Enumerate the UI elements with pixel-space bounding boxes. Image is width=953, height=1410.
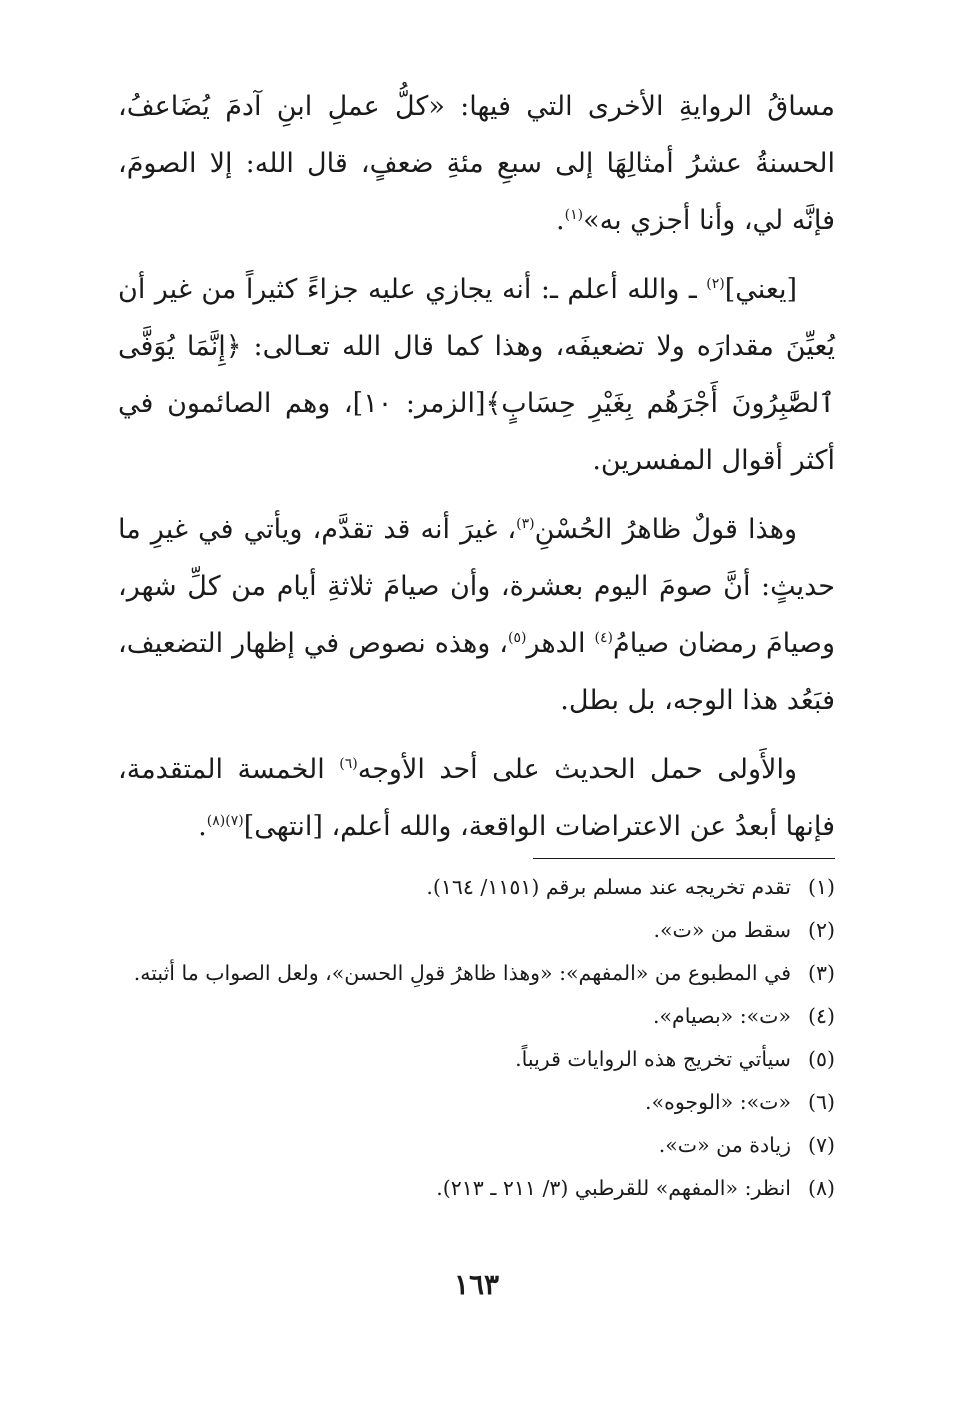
footnote-item — [118, 956, 835, 990]
footnote-marker: (٦) — [339, 756, 358, 772]
footnote-text: انظر: «المفهم» للقرطبي (٣/ ٢١١ ـ ٢١٣). — [436, 1176, 791, 1200]
footnote-item — [118, 999, 835, 1033]
footnote-text: تقدم تخريجه عند مسلم برقم (١١٥١/ ١٦٤). — [426, 875, 791, 899]
footnote-number: (٦) — [807, 1090, 835, 1114]
footnote-text: «ت»: «بصيام». — [652, 1004, 791, 1028]
footnote-divider — [533, 858, 835, 859]
footnote-item — [118, 1085, 835, 1119]
text-segment: ، وهذه نصوص في إظهار التضعيف، فبَعُد هذا الوجه، بل بطل. — [118, 628, 835, 716]
text-segment: مساقُ الروايةِ الأخرى التي فيها: «كلُّ عملِ ابنِ آدمَ يُضَاعفُ، الحسنةُ عشرُ أمثالِهَا إلى سبعِ مئةِ ضعفٍ، قال الله: إلا الصومَ، فإنَّه لي، وأنا أجزي به» — [118, 91, 835, 236]
paragraph — [118, 501, 835, 729]
footnote-text: سقط من «ت». — [653, 918, 791, 942]
footnote-marker: (٧)(٨) — [206, 813, 244, 829]
paragraph — [118, 78, 835, 249]
text-segment: الدهر — [526, 628, 595, 659]
footnote-number: (١) — [807, 875, 835, 899]
footnote-number: (٨) — [807, 1176, 835, 1200]
footnote-marker: (٥) — [508, 630, 527, 646]
footnote-marker: (٣) — [516, 516, 535, 532]
footnote-item — [118, 870, 835, 904]
paragraph — [118, 261, 835, 489]
footnote-text: في المطبوع من «المفهم»: «وهذا ظاهرُ قولِ الحسن»، ولعل الصواب ما أثبته. — [133, 961, 791, 985]
text-segment: والأَولى حمل الحديث على أحد الأوجه — [357, 754, 797, 785]
text-segment: ، غيرَ أنه قد تقدَّم، ويأتي في غيرِ ما حديثٍ: أنَّ صومَ اليوم بعشرة، وأن صيامَ ثلاثةِ أيام من كلِّ شهر، وصيامَ رمضان صيامُ — [118, 514, 836, 659]
footnotes — [118, 870, 835, 1214]
footnote-number: (٣) — [807, 961, 835, 985]
paragraph — [118, 741, 835, 855]
footnote-marker: (١) — [564, 207, 584, 223]
footnote-marker: (٢) — [706, 276, 725, 292]
text-segment: . — [556, 205, 565, 236]
text-segment: . — [198, 811, 207, 842]
footnote-number: (٥) — [807, 1047, 835, 1071]
footnote-item — [118, 1042, 835, 1076]
footnote-item — [118, 1128, 835, 1162]
page-number: ١٦٣ — [453, 1268, 500, 1301]
text-segment: وهذا قولٌ ظاهرُ الحُسْنِ — [534, 514, 797, 545]
footnote-text: «ت»: «الوجوه». — [645, 1090, 791, 1114]
footnote-number: (٤) — [807, 1004, 835, 1028]
text-segment: الخمسة المتقدمة، فإنها أبعدُ عن الاعتراضات الواقعة، والله أعلم، [انتهى] — [118, 754, 835, 842]
footnote-text: زيادة من «ت». — [658, 1133, 791, 1157]
footnote-number: (٧) — [807, 1133, 835, 1157]
footnote-item — [118, 1171, 835, 1205]
footnote-number: (٢) — [807, 918, 835, 942]
footnote-text: سيأتي تخريج هذه الروايات قريباً. — [515, 1047, 791, 1071]
text-segment: ـ والله أعلم ـ: أنه يجازي عليه جزاءً كثيراً من غير أن يُعيِّنَ مقدارَه ولا تضعيفَه، وهذا كما قال الله تعـالى: ﴿إِنَّمَا يُوَفَّى ٱلصَّٰبِرُونَ أَجْرَهُم بِغَيْرِ حِسَابٍ﴾[الزمر: ١٠]، وهم الصائمون في أكثر أقوال المفسرين. — [118, 274, 835, 476]
main-text — [118, 78, 835, 867]
footnote-marker: (٤) — [594, 630, 613, 646]
footnote-item — [118, 913, 835, 947]
text-segment: [يعني] — [724, 274, 797, 305]
